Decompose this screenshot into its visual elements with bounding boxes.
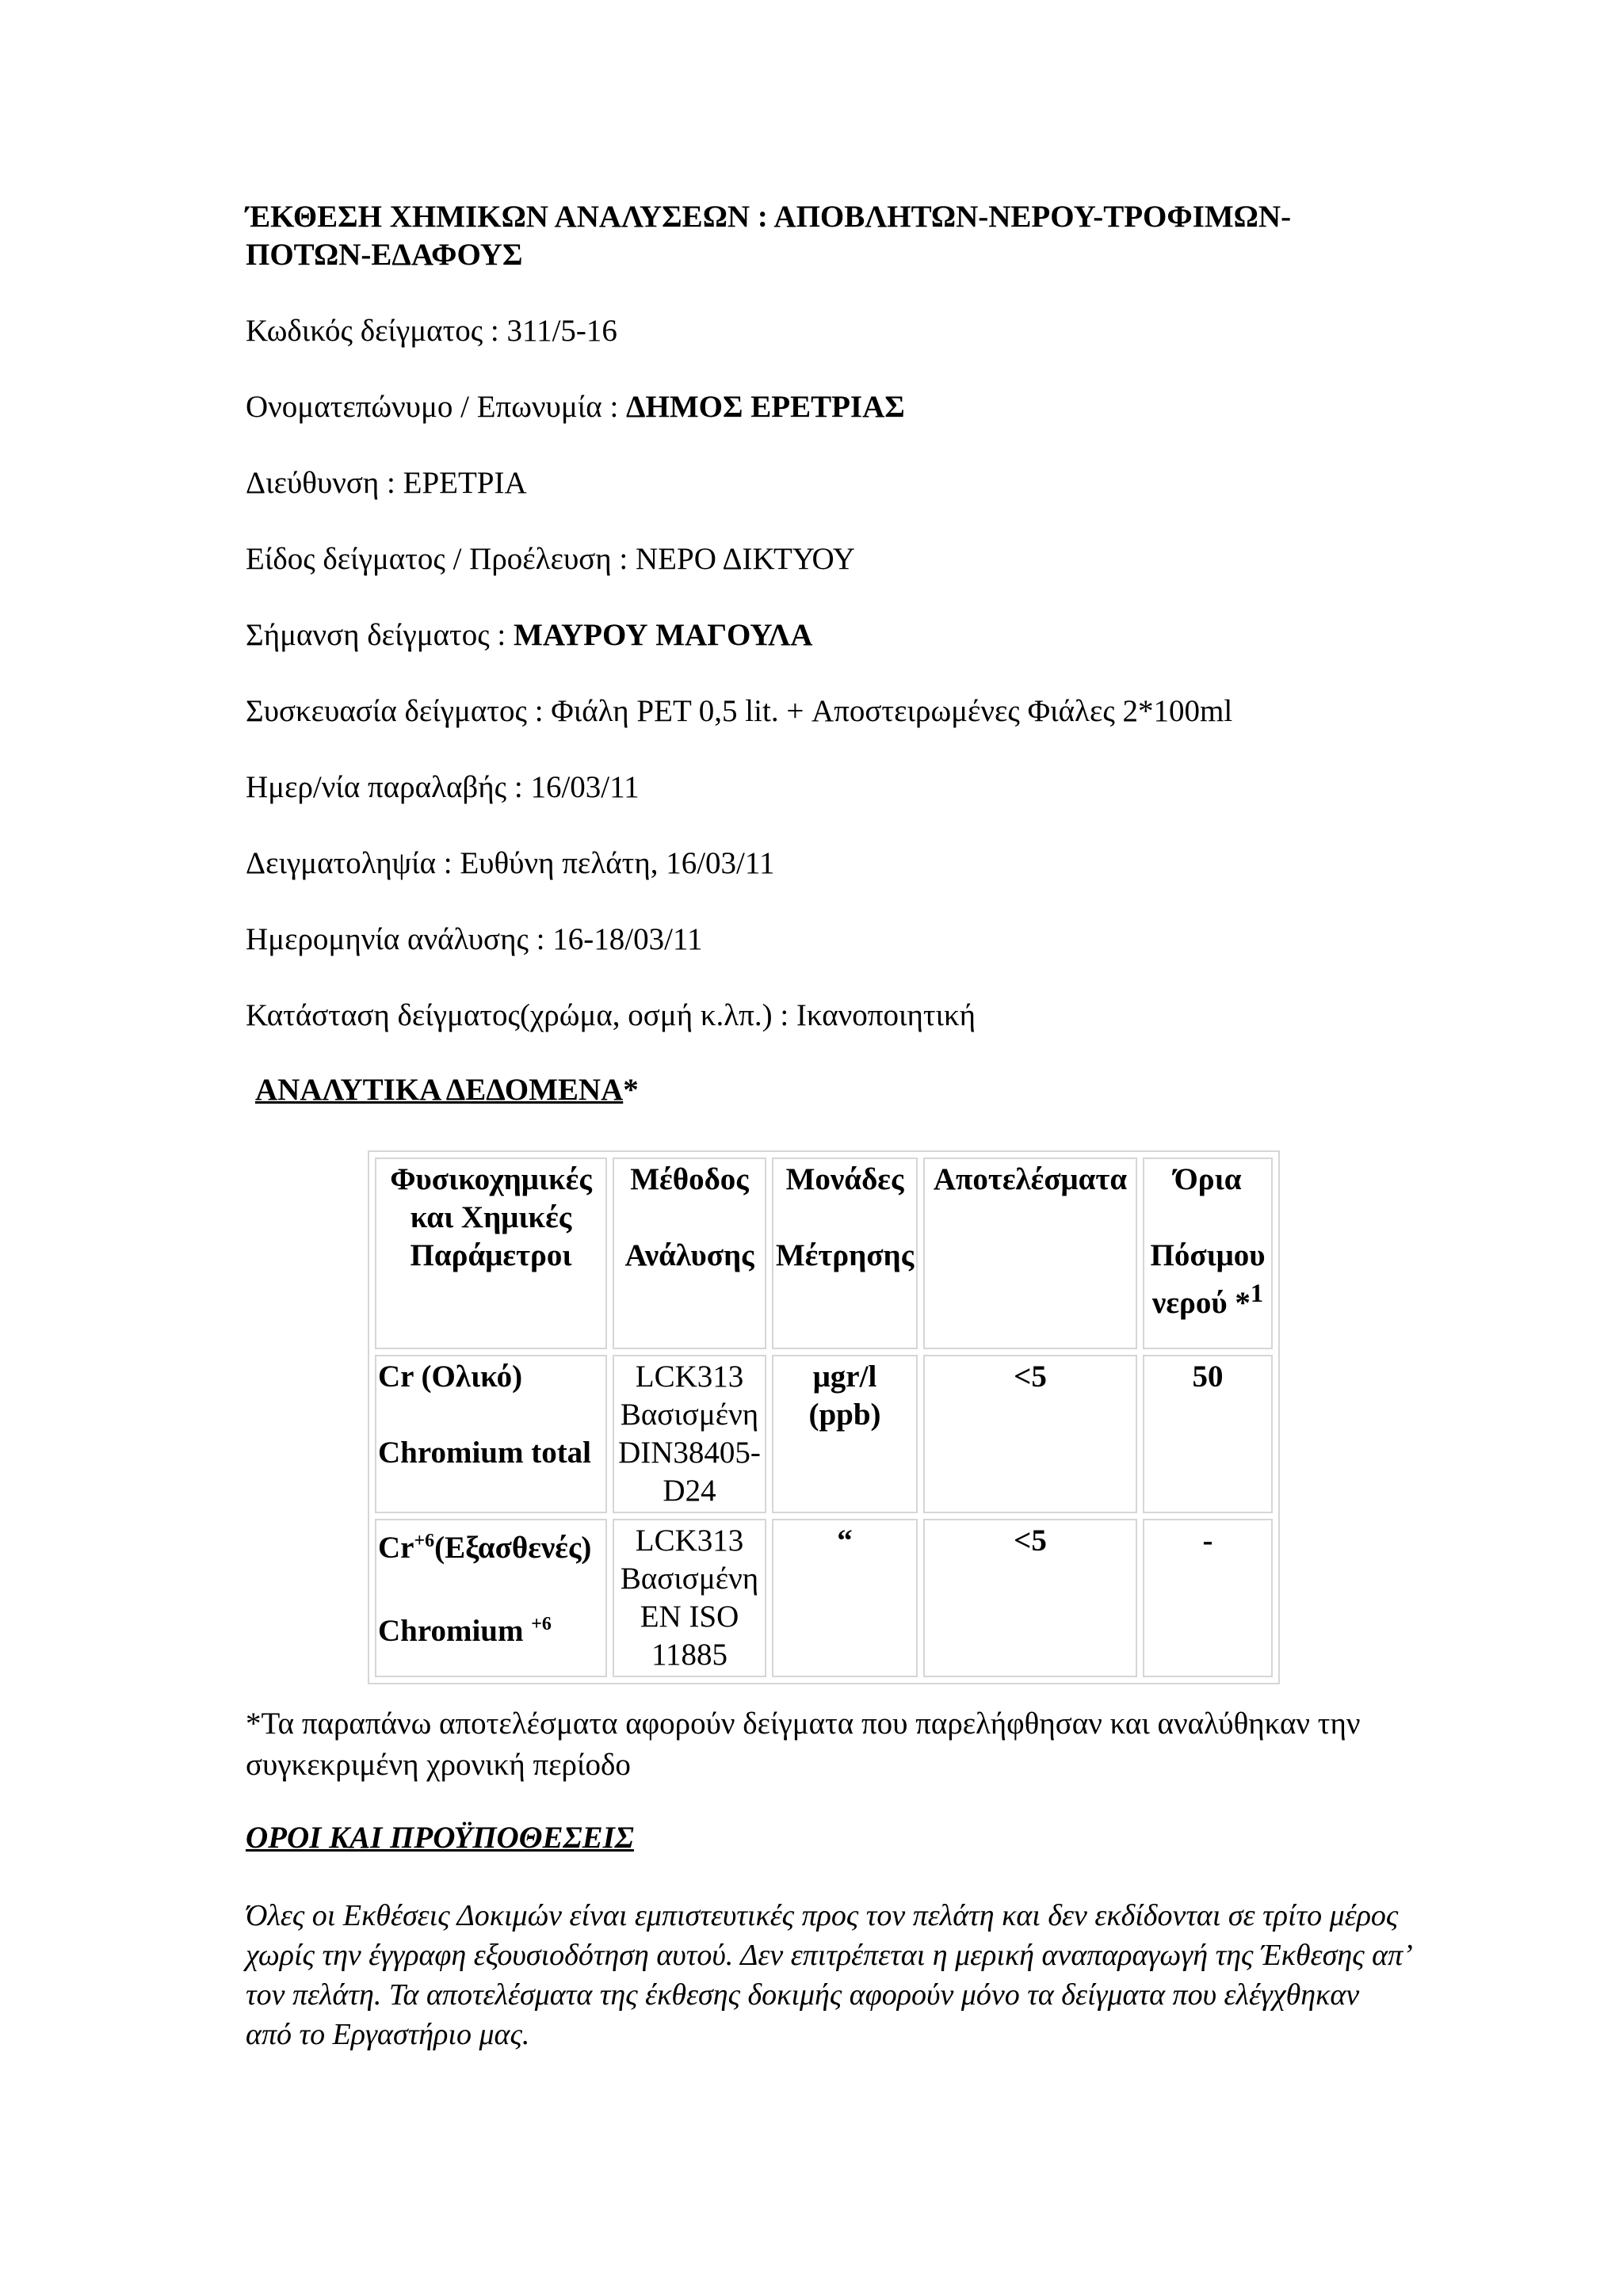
- header-text: Πόσιμου νερού *: [1150, 1238, 1266, 1320]
- parameter-name-gr-rest: (Εξασθενές): [434, 1531, 592, 1565]
- analytical-data-heading: [255, 1072, 639, 1108]
- parameter-name-gr: Cr: [378, 1531, 414, 1565]
- field-label: Είδος δείγματος / Προέλευση :: [246, 542, 636, 576]
- field-label: Δειγματοληψία :: [246, 846, 460, 880]
- field-label: Κωδικός δείγματος :: [246, 314, 507, 348]
- header-results: [923, 1158, 1137, 1349]
- field-sample-condition: [246, 997, 976, 1035]
- header-parameters: [375, 1158, 607, 1349]
- field-label: Ονοματεπώνυμο / Επωνυμία :: [246, 390, 627, 424]
- field-packaging: [246, 692, 1232, 730]
- terms-body: Όλες οι Εκθέσεις Δοκιμών είναι εμπιστευτικές προς τον πελάτη και δεν εκδίδονται σε τρίτο μέρος χωρίς την έγγραφη εξουσιοδότηση αυτού. Δεν επιτρέπεται η μερική αναπαραγωγή της Έκθεσης απ’ τον πελάτη. Τα αποτελέσματα της έκθεσης δοκιμής αφορούν μόνο τα δείγματα που ελέγχθηκαν από το Εργαστήριο μας.: [246, 1899, 1410, 2051]
- field-receipt-date: [246, 769, 640, 807]
- header-units: [772, 1158, 918, 1349]
- cell-method: LCK313 Βασισμένη DIN38405-D24: [613, 1355, 766, 1513]
- cell-parameter: [375, 1519, 607, 1677]
- section-heading-text: ΑΝΑΛΥΤΙΚΑ ΔΕΔΟΜΕΝΑ: [255, 1073, 624, 1107]
- field-label: Κατάσταση δείγματος(χρώμα, οσμή κ.λπ.) :: [246, 998, 796, 1032]
- footnote-marker: 1: [1250, 1280, 1264, 1308]
- report-title: ΈΚΘΕΣΗ ΧΗΜΙΚΩΝ ΑΝΑΛΥΣΕΩΝ : ΑΠΟΒΛΗΤΩΝ-ΝΕΡΟΥ-ΤΡΟΦΙΜΩΝ-ΠΟΤΩΝ-ΕΔΑΦΟΥΣ: [246, 200, 1292, 272]
- cell-result: <5: [923, 1355, 1137, 1513]
- superscript: +6: [414, 1531, 435, 1551]
- table-header-row: [375, 1158, 1273, 1349]
- terms-heading: ΟΡΟΙ ΚΑΙ ΠΡΟΫΠΟΘΕΣΕΙΣ: [246, 1821, 634, 1855]
- cell-units: “: [772, 1519, 918, 1677]
- field-value: ΕΡΕΤΡΙΑ: [403, 466, 527, 500]
- field-sample-marking: [246, 616, 812, 654]
- header-text: Μέθοδος: [630, 1162, 749, 1196]
- parameter-name-en: Chromium: [378, 1614, 532, 1648]
- field-sampling: [246, 845, 774, 883]
- field-label: Διεύθυνση :: [246, 466, 403, 500]
- field-label: Ημερομηνία ανάλυσης :: [246, 922, 553, 956]
- header-text: Μονάδες: [785, 1162, 904, 1196]
- results-table: [368, 1150, 1280, 1684]
- field-label: Σήμανση δείγματος :: [246, 618, 514, 652]
- header-limits: [1143, 1158, 1273, 1349]
- header-text: Όρια: [1174, 1162, 1242, 1196]
- field-address: [246, 464, 527, 502]
- field-analysis-date: [246, 921, 702, 959]
- field-value: 311/5-16: [506, 314, 617, 348]
- table-row: [375, 1355, 1273, 1513]
- cell-parameter: [375, 1355, 607, 1513]
- field-value: ΝΕΡΟ ΔΙΚΤΥΟΥ: [636, 542, 855, 576]
- table-row: [375, 1519, 1273, 1677]
- header-text: Αποτελέσματα: [933, 1162, 1128, 1196]
- field-client-name: [246, 388, 905, 426]
- field-label: Ημερ/νία παραλαβής :: [246, 770, 531, 804]
- cell-units: μgr/l (ppb): [772, 1355, 918, 1513]
- field-value: ΜΑΥΡΟΥ ΜΑΓΟΥΛΑ: [514, 618, 813, 652]
- field-sample-type: [246, 540, 855, 578]
- field-value: Φιάλη PET 0,5 lit. + Αποστειρωμένες Φιάλες 2*100ml: [551, 694, 1233, 728]
- header-text: Μέτρησης: [775, 1238, 915, 1272]
- field-sample-code: [246, 312, 617, 350]
- results-note: *Τα παραπάνω αποτελέσματα αφορούν δείγματα που παρελήφθησαν και αναλύθηκαν την συγκεκριμένη χρονική περίοδο: [246, 1707, 1361, 1782]
- field-value: 16-18/03/11: [552, 922, 703, 956]
- field-value: Ευθύνη πελάτη, 16/03/11: [460, 846, 775, 880]
- parameter-name-gr: Cr (Ολικό): [378, 1360, 523, 1394]
- header-text: Φυσικοχημικές και Χημικές: [390, 1162, 592, 1234]
- cell-result: <5: [923, 1519, 1137, 1677]
- header-text: Ανάλυσης: [624, 1238, 754, 1272]
- header-text: Παράμετροι: [410, 1238, 572, 1272]
- field-value: Ικανοποιητική: [796, 998, 976, 1032]
- field-label: Συσκευασία δείγματος :: [246, 694, 552, 728]
- cell-method: LCK313 Βασισμένη EN ISO 11885: [613, 1519, 766, 1677]
- section-heading-marker: *: [623, 1073, 639, 1107]
- cell-limit: 50: [1143, 1355, 1273, 1513]
- parameter-name-en: Chromium total: [378, 1436, 592, 1470]
- superscript: +6: [531, 1614, 552, 1634]
- cell-limit: -: [1143, 1519, 1273, 1677]
- header-method: [613, 1158, 766, 1349]
- field-value: ΔΗΜΟΣ ΕΡΕΤΡΙΑΣ: [626, 390, 905, 424]
- field-value: 16/03/11: [530, 770, 640, 804]
